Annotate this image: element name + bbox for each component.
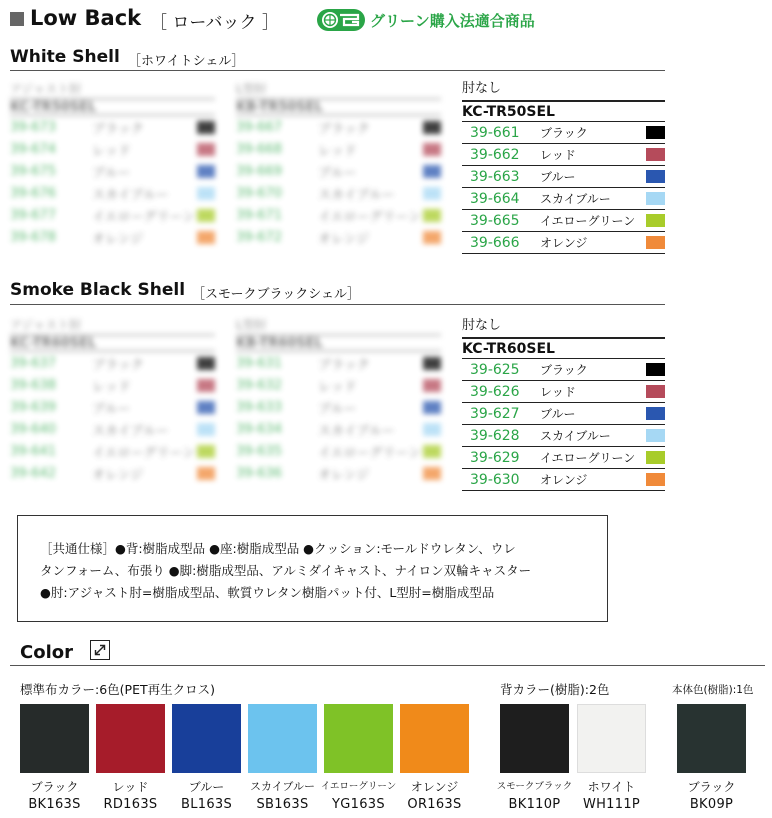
table-row [462, 232, 665, 254]
table-row [462, 166, 665, 188]
swatch-name: ブルー [188, 780, 225, 794]
swatch-code: BK09P [689, 797, 734, 812]
fabric-swatch [400, 704, 469, 773]
color-name: イエローグリーン [540, 451, 636, 465]
color-chip [646, 170, 665, 183]
swatch-code: YG163S [332, 797, 385, 812]
page-subtitle: ［ ローバック ］ [150, 13, 279, 33]
color-section-divider [10, 665, 765, 666]
table-row [462, 122, 665, 144]
table-row [462, 447, 665, 469]
fabric-swatch [172, 704, 241, 773]
fabric-swatch [577, 704, 646, 773]
color-name: レッド [540, 385, 576, 399]
product-code: 39-664 [470, 190, 520, 207]
fabric-swatch [248, 704, 317, 773]
color-name: ブラック [540, 363, 588, 377]
body-color-label: 本体色(樹脂):1色 [672, 684, 754, 696]
table-row [462, 188, 665, 210]
color-name: イエローグリーン [540, 214, 636, 228]
blurred-product-column: アジャスト肘 KC-TR50SEL 39-673 ブラック 39-674 レッド 39-675 ブルー 39-676 スカイブルー 39-677 イエローグリーン 39-678 オレンジ [10, 80, 215, 248]
model-number: KC-TR50SEL [462, 100, 665, 122]
table-row [462, 144, 665, 166]
common-spec-box [17, 515, 608, 622]
spec-line: ●肘:アジャスト肘=樹脂成型品、軟質ウレタン樹脂パット付、L型肘=樹脂成型品 [40, 585, 495, 600]
color-chip [646, 148, 665, 161]
swatch-name: イエローグリーン [320, 781, 397, 792]
swatch-code: BK163S [28, 797, 81, 812]
blurred-product-column: アジャスト肘 KC-TR60SEL 39-637 ブラック 39-638 レッド 39-639 ブルー 39-640 スカイブルー 39-641 イエローグリーン 39-642 オレンジ [10, 316, 215, 484]
fabric-swatch [20, 704, 89, 773]
fabric-color-label: 標準布カラー:6色(PET再生クロス) [20, 682, 215, 697]
table-row [462, 359, 665, 381]
product-code: 39-628 [470, 427, 520, 444]
swatch-name: スモークブラック [496, 781, 573, 792]
color-name: オレンジ [540, 236, 588, 250]
table-row [462, 425, 665, 447]
color-name: スカイブルー [540, 192, 611, 206]
swatch-name: ホワイト [587, 780, 636, 794]
swatch-code: BL163S [180, 797, 233, 812]
white-shell-divider [10, 70, 665, 71]
color-chip [646, 385, 665, 398]
blurred-product-column: L型肘 KB-TR60SEL 39-631 ブラック 39-632 レッド 39-633 ブルー 39-634 スカイブルー 39-635 イエローグリーン 39-636 オレンジ [236, 316, 441, 484]
table-row [462, 210, 665, 232]
smoke-shell-subtitle: ［スモークブラックシェル］ [192, 287, 360, 302]
product-code: 39-665 [470, 212, 520, 229]
smoke-shell-divider [10, 304, 665, 305]
model-number: KC-TR60SEL [462, 337, 665, 359]
fabric-swatch [500, 704, 569, 773]
expand-icon[interactable] [90, 640, 110, 660]
blurred-product-column: L型肘 KB-TR50SEL 39-667 ブラック 39-668 レッド 39-669 ブルー 39-670 スカイブルー 39-671 イエローグリーン 39-672 オレンジ [236, 80, 441, 248]
swatch-name: スカイブルー [250, 780, 315, 793]
swatch-code: WH111P [582, 797, 641, 812]
white-shell-subtitle: ［ホワイトシェル］ [128, 54, 245, 69]
table-header: 肘なし [462, 318, 502, 333]
color-chip [646, 214, 665, 227]
white-shell-table [462, 78, 665, 254]
header-square-mark [10, 12, 24, 26]
color-chip [646, 407, 665, 420]
smoke-shell-title: Smoke Black Shell [10, 280, 186, 300]
swatch-code: SB163S [256, 797, 309, 812]
swatch-code: OR163S [407, 797, 462, 812]
color-chip [646, 192, 665, 205]
swatch-code: RD163S [103, 797, 158, 812]
color-chip [646, 429, 665, 442]
color-name: レッド [540, 148, 576, 162]
green-purchase-logo-icon [316, 8, 366, 32]
table-row [462, 403, 665, 425]
color-chip [646, 363, 665, 376]
product-code: 39-662 [470, 146, 520, 163]
color-name: ブルー [540, 407, 576, 421]
white-shell-title: White Shell [10, 47, 120, 67]
back-color-label: 背カラー(樹脂):2色 [500, 682, 610, 697]
color-name: スカイブルー [540, 429, 611, 443]
color-chip [646, 126, 665, 139]
color-chip [646, 473, 665, 486]
product-code: 39-661 [470, 124, 520, 141]
swatch-code: BK110P [508, 797, 561, 812]
product-code: 39-626 [470, 383, 520, 400]
spec-line: ［共通仕様］●背:樹脂成型品 ●座:樹脂成型品 ●クッション:モールドウレタン、ウレ [40, 541, 516, 556]
color-section-title: Color [20, 642, 73, 663]
color-chip [646, 451, 665, 464]
fabric-swatch [324, 704, 393, 773]
table-header: 肘なし [462, 81, 502, 96]
color-name: ブルー [540, 170, 576, 184]
swatch-name: レッド [112, 780, 149, 794]
fabric-swatch [677, 704, 746, 773]
product-code: 39-630 [470, 471, 520, 488]
product-code: 39-629 [470, 449, 520, 466]
table-row [462, 381, 665, 403]
swatch-name: ブラック [687, 780, 736, 794]
product-code: 39-625 [470, 361, 520, 378]
color-name: オレンジ [540, 473, 588, 487]
spec-line: タンフォーム、布張り ●脚:樹脂成型品、アルミダイキャスト、ナイロン双輪キャスター [40, 563, 532, 578]
swatch-name: オレンジ [410, 780, 459, 794]
fabric-swatch [96, 704, 165, 773]
page-title: Low Back [30, 6, 142, 30]
swatch-name: ブラック [30, 780, 79, 794]
product-code: 39-666 [470, 234, 520, 251]
green-purchase-label: グリーン購入法適合商品 [370, 12, 535, 30]
table-row [462, 469, 665, 491]
color-chip [646, 236, 665, 249]
product-code: 39-663 [470, 168, 520, 185]
product-code: 39-627 [470, 405, 520, 422]
smoke-shell-table [462, 315, 665, 491]
color-name: ブラック [540, 126, 588, 140]
